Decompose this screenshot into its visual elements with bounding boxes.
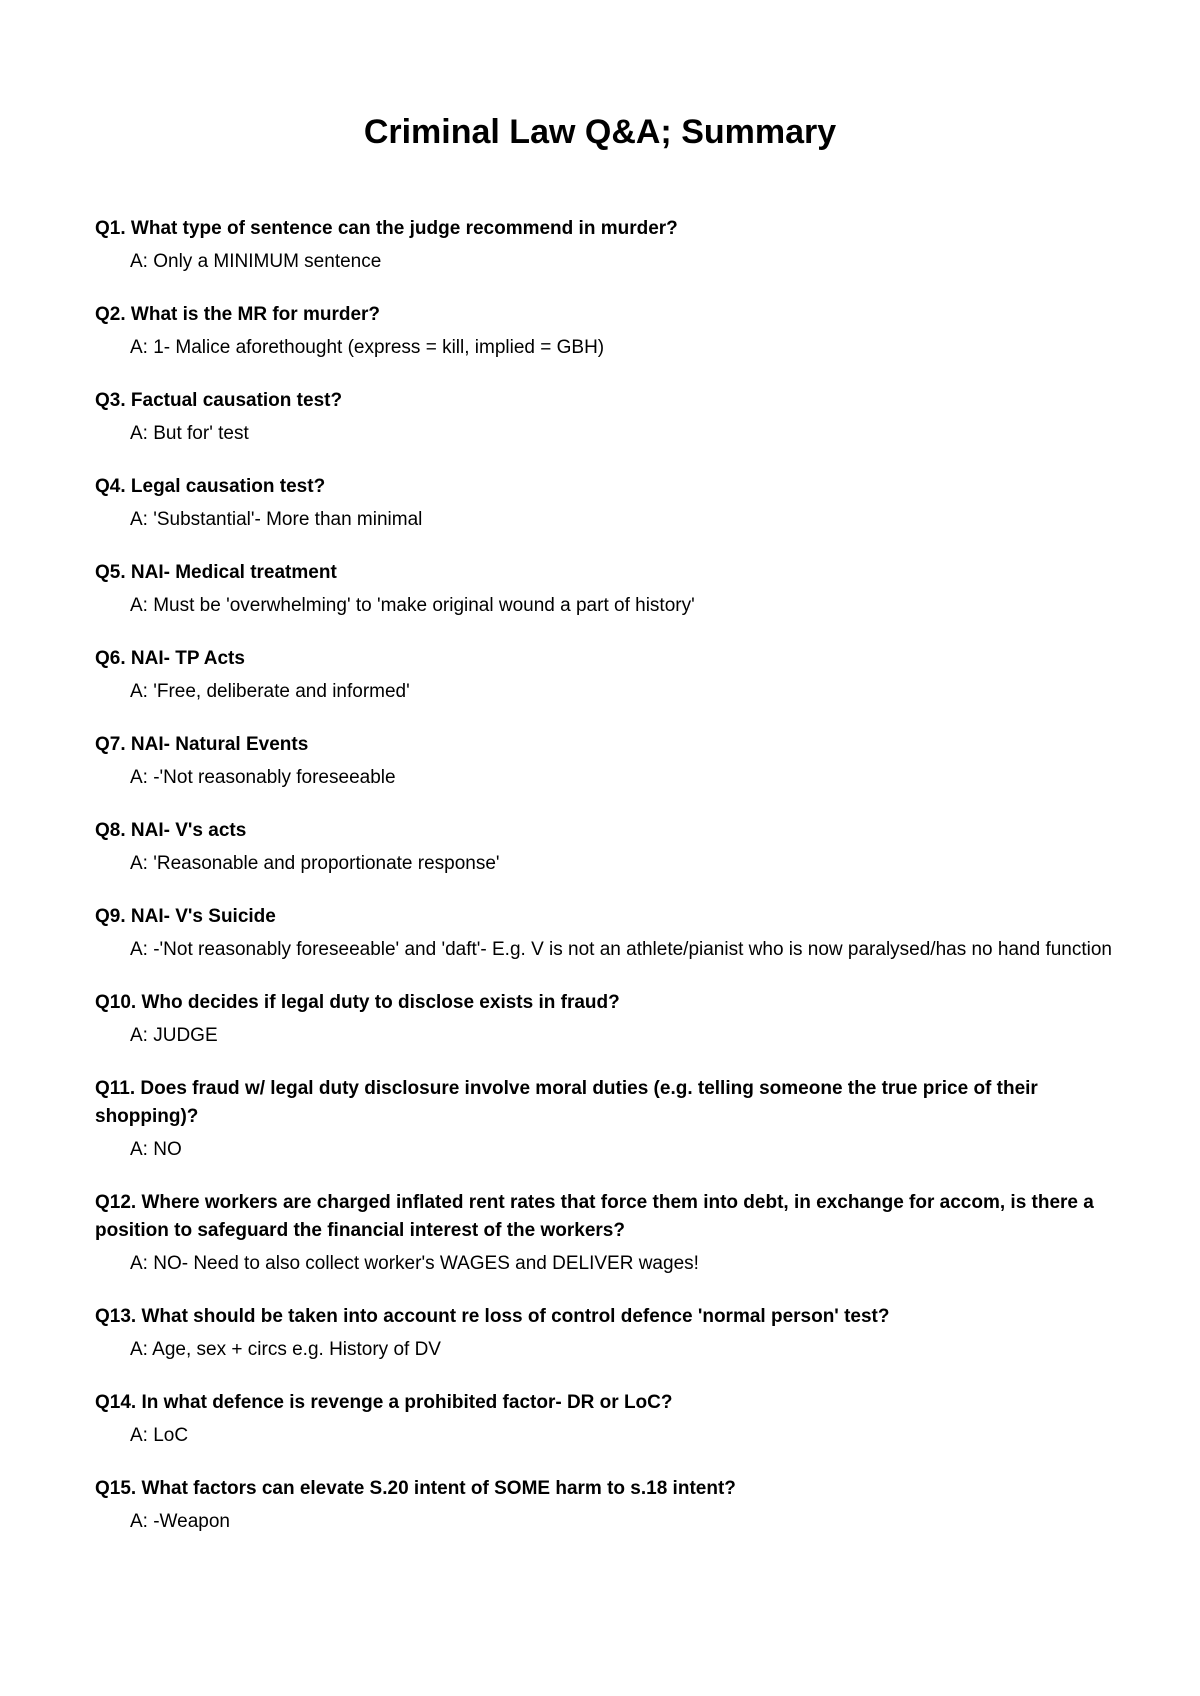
qa-item — [95, 301, 1125, 361]
qa-list — [95, 215, 1125, 1561]
qa-item — [95, 903, 1125, 963]
answer-text: A: But for' test — [130, 423, 249, 444]
answer-text: A: Must be 'overwhelming' to 'make original wound a part of history' — [130, 595, 695, 616]
answer-text: A: NO- Need to also collect worker's WAGES and DELIVER wages! — [130, 1253, 699, 1274]
question-text: Q2. What is the MR for murder? — [95, 304, 381, 325]
question-text: Q1. What type of sentence can the judge recommend in murder? — [95, 218, 678, 239]
question-text: Q7. NAI- Natural Events — [95, 734, 309, 755]
question-text: Q10. Who decides if legal duty to disclose exists in fraud? — [95, 992, 620, 1013]
answer-text: A: -'Not reasonably foreseeable' and 'daft'- E.g. V is not an athlete/pianist who is now paralysed/has no hand function — [130, 939, 1112, 960]
question-text: Q6. NAI- TP Acts — [95, 648, 245, 669]
qa-item — [95, 817, 1125, 877]
answer-text: A: 'Free, deliberate and informed' — [130, 681, 410, 702]
answer-text: A: JUDGE — [130, 1025, 218, 1046]
qa-item — [95, 473, 1125, 533]
qa-item — [95, 559, 1125, 619]
qa-item — [95, 215, 1125, 275]
qa-item — [95, 1389, 1125, 1449]
question-text: Q8. NAI- V's acts — [95, 820, 247, 841]
question-text: Q14. In what defence is revenge a prohibited factor- DR or LoC? — [95, 1392, 673, 1413]
qa-item — [95, 387, 1125, 447]
document-title: Criminal Law Q&A; Summary — [363, 113, 837, 151]
qa-item — [95, 645, 1125, 705]
question-text: Q9. NAI- V's Suicide — [95, 906, 276, 927]
answer-text: A: Only a MINIMUM sentence — [130, 251, 382, 272]
qa-item — [95, 989, 1125, 1049]
answer-text: A: LoC — [130, 1425, 189, 1446]
answer-text: A: 1- Malice aforethought (express = kill, implied = GBH) — [130, 337, 605, 358]
answer-text: A: 'Substantial'- More than minimal — [130, 509, 423, 530]
answer-text: A: -Weapon — [130, 1511, 230, 1532]
question-text: Q15. What factors can elevate S.20 intent of SOME harm to s.18 intent? — [95, 1478, 736, 1499]
answer-text: A: Age, sex + circs e.g. History of DV — [130, 1339, 441, 1360]
question-text: Q4. Legal causation test? — [95, 476, 326, 497]
question-text: Q11. Does fraud w/ legal duty disclosure involve moral duties (e.g. telling someone the true price of their shopping)? — [95, 1078, 1038, 1127]
question-text: Q12. Where workers are charged inflated rent rates that force them into debt, in exchange for accom, is there a position to safeguard the financial interest of the workers? — [95, 1192, 1094, 1241]
qa-item — [95, 1075, 1125, 1163]
answer-text: A: -'Not reasonably foreseeable — [130, 767, 396, 788]
qa-item — [95, 1189, 1125, 1277]
qa-item — [95, 1475, 1125, 1535]
question-text: Q5. NAI- Medical treatment — [95, 562, 337, 583]
question-text: Q3. Factual causation test? — [95, 390, 343, 411]
qa-item — [95, 1303, 1125, 1363]
answer-text: A: NO — [130, 1139, 182, 1160]
question-text: Q13. What should be taken into account re loss of control defence 'normal person' test? — [95, 1306, 890, 1327]
qa-item — [95, 731, 1125, 791]
answer-text: A: 'Reasonable and proportionate response' — [130, 853, 500, 874]
